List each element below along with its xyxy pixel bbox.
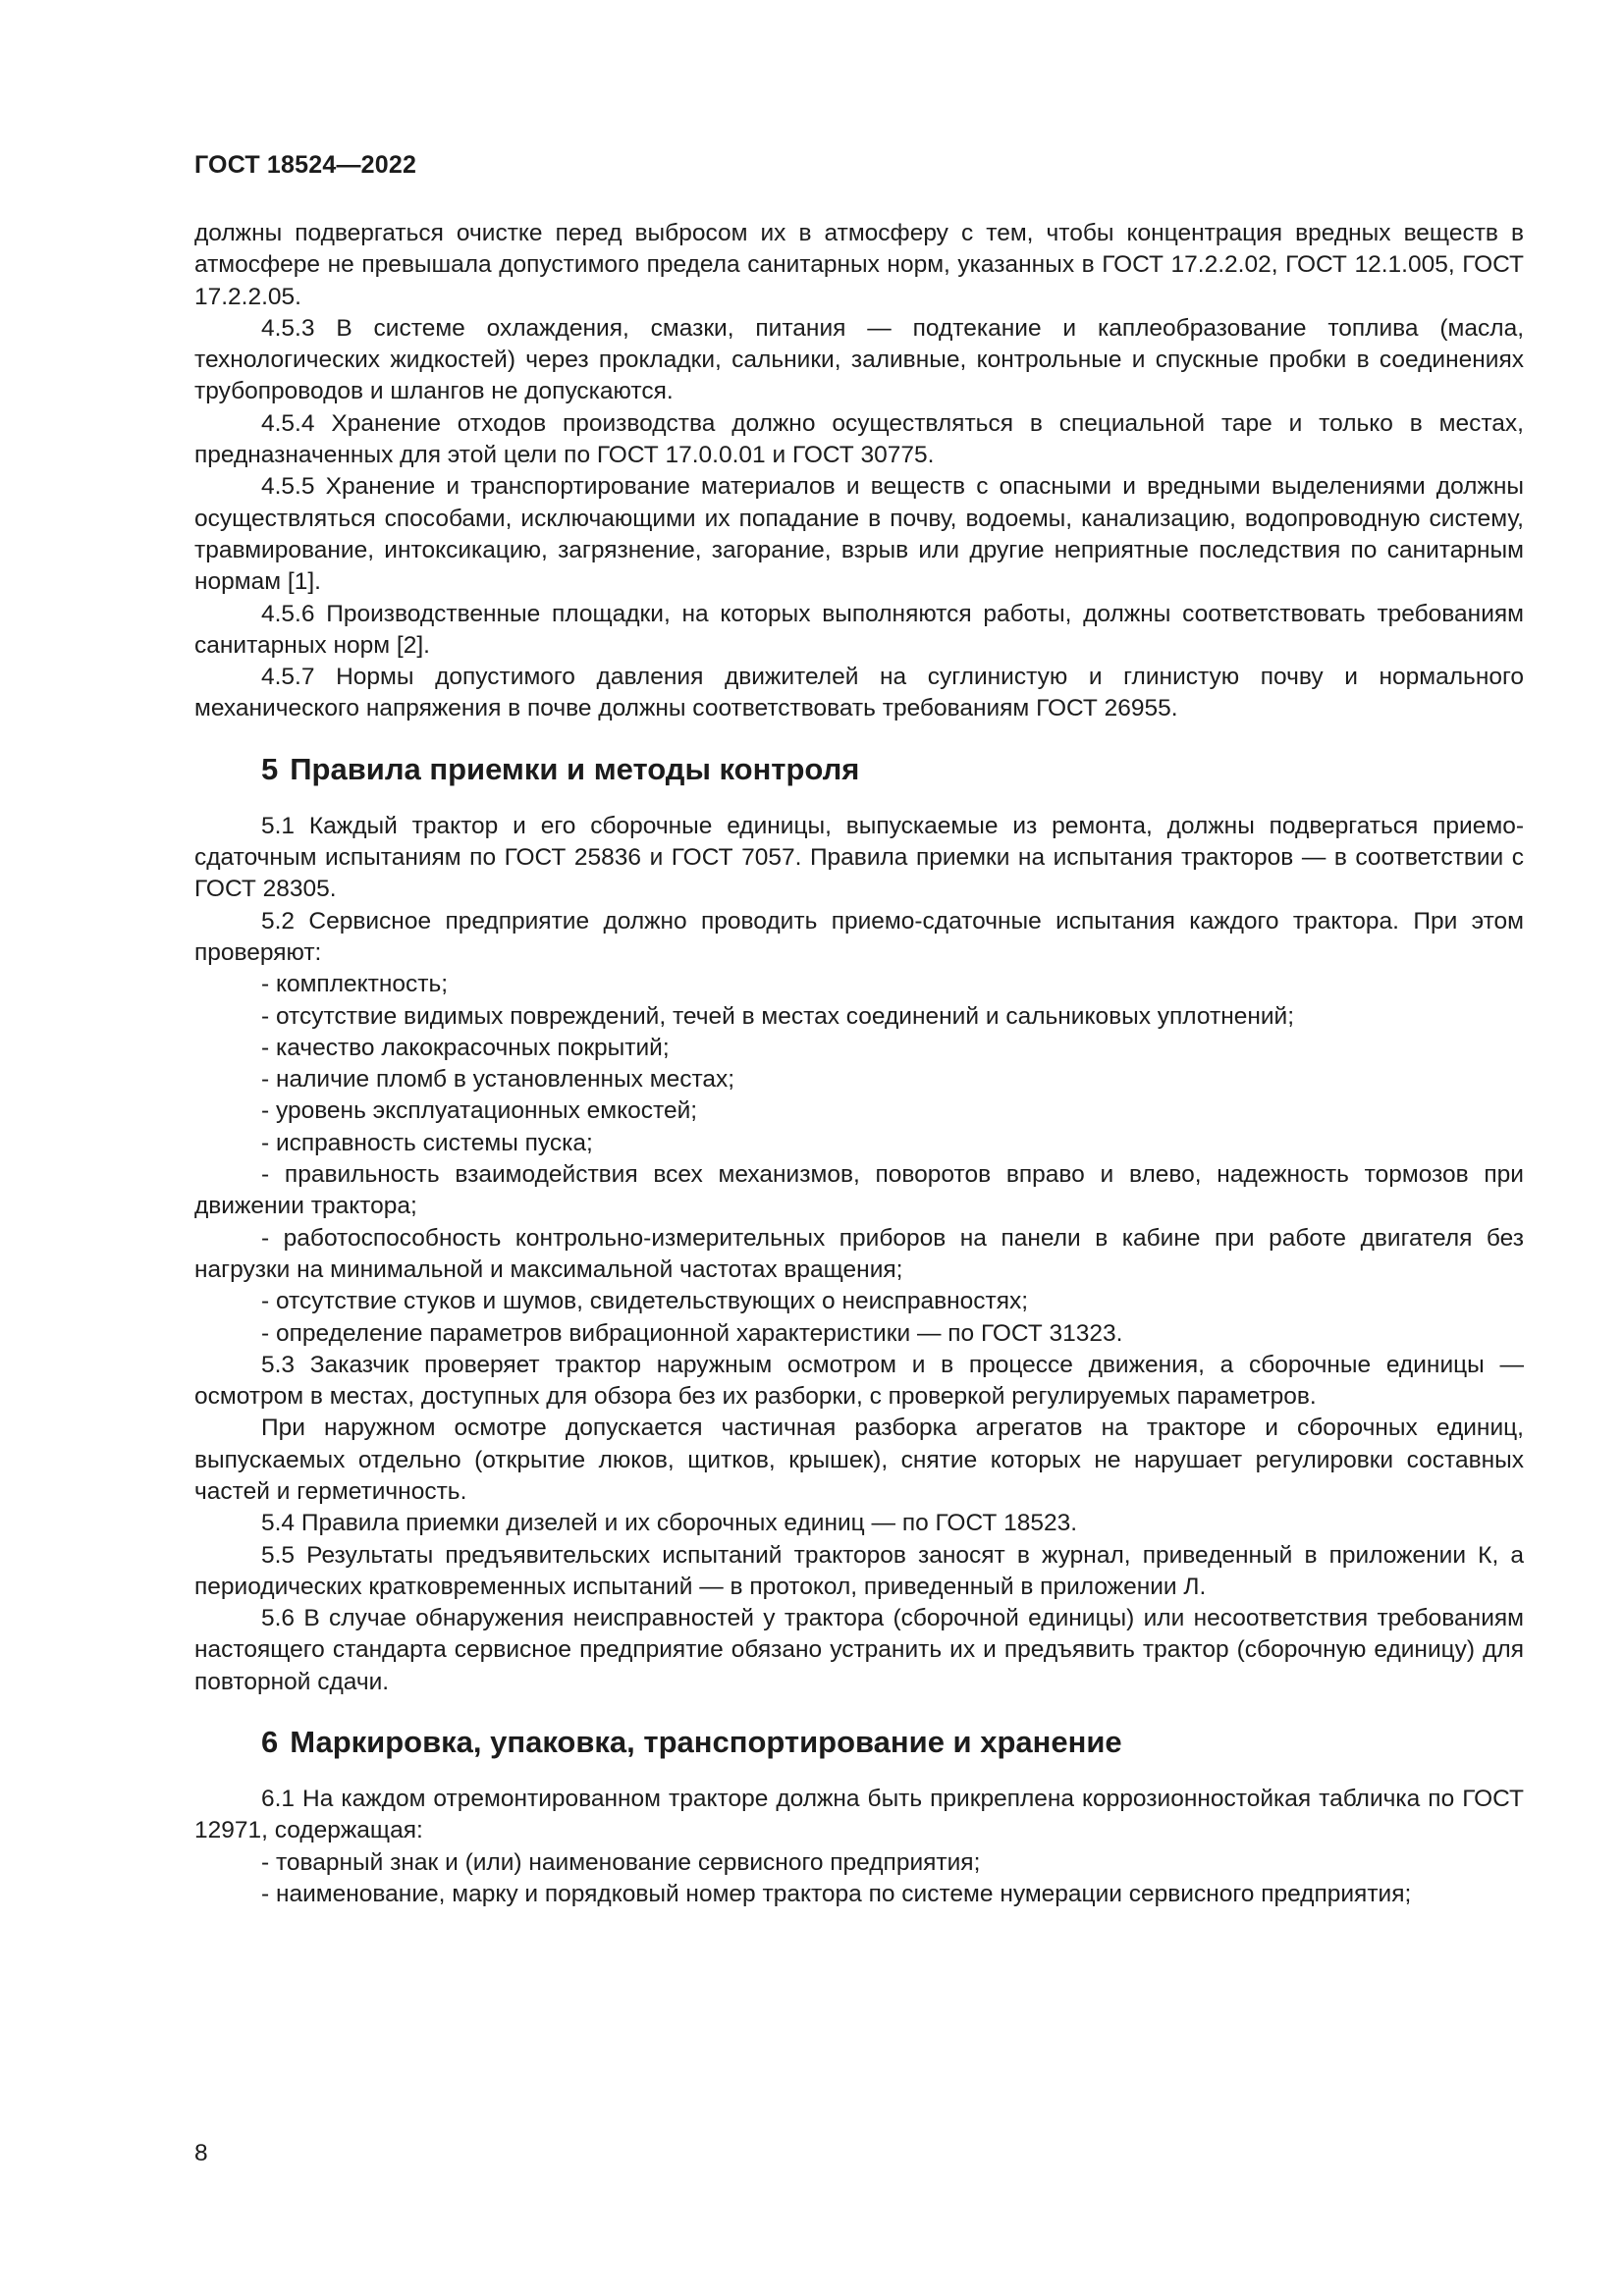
list-item: - исправность системы пуска; — [261, 1129, 593, 1156]
list-item: - отсутствие видимых повреждений, течей в местах соединений и сальниковых уплотнений; — [261, 1002, 1295, 1030]
section-5-title: Правила приемки и методы контроля — [290, 751, 860, 786]
paragraph-6-1: 6.1 На каждом отремонтированном тракторе должна быть прикреплена коррозионностойкая табличка по ГОСТ 12971, содержащая: — [194, 1786, 1524, 1844]
document-header: ГОСТ 18524—2022 — [194, 151, 417, 179]
paragraph-4-5-6: 4.5.6 Производственные площадки, на которых выполняются работы, должны соответствовать требованиям санитарных норм [2]. — [194, 600, 1524, 659]
page-number: 8 — [194, 2140, 208, 2166]
list-item: - наличие пломб в установленных местах; — [261, 1066, 735, 1094]
paragraph-5-6: 5.6 В случае обнаружения неисправностей у трактора (сборочной единицы) или несоответствия требованиям настоящего стандарта сервисное предприятие обязано устранить их и предъявить трактор (сборочную единицу) для повторной сдачи. — [194, 1605, 1524, 1695]
list-item: - качество лакокрасочных покрытий; — [261, 1034, 670, 1061]
section-6-heading — [194, 1724, 1524, 1761]
list-item: - уровень эксплуатационных емкостей; — [261, 1097, 698, 1125]
list-item: - отсутствие стуков и шумов, свидетельствующих о неисправностях; — [261, 1288, 1029, 1315]
section-5-number: 5 — [261, 751, 279, 786]
paragraph-5-3-note: При наружном осмотре допускается частичная разборка агрегатов на тракторе и сборочных единиц, выпускаемых отдельно (открытие люков, щитков, крышек), снятие которых не нарушает регулировки составных частей и герметичность. — [194, 1415, 1524, 1505]
paragraph-5-1: 5.1 Каждый трактор и его сборочные единицы, выпускаемые из ремонта, должны подвергаться приемо-сдаточным испытаниям по ГОСТ 25836 и ГОСТ 7057. Правила приемки на испытания тракторов — в соответствии с ГОСТ 28305. — [194, 812, 1524, 903]
paragraph-4-5-4: 4.5.4 Хранение отходов производства должно осуществляться в специальной таре и только в местах, предназначенных для этой цели по ГОСТ 17.0.0.01 и ГОСТ 30775. — [194, 409, 1524, 469]
paragraph-5-2: 5.2 Сервисное предприятие должно проводить приемо-сдаточные испытания каждого трактора. При этом проверяют: — [194, 907, 1524, 966]
section-6-number: 6 — [261, 1725, 279, 1760]
list-item: - определение параметров вибрационной характеристики — по ГОСТ 31323. — [261, 1319, 1123, 1347]
section-5-heading — [194, 751, 1524, 788]
paragraph-4-5-7: 4.5.7 Нормы допустимого давления движителей на суглинистую и глинистую почву и нормального механического напряжения в почве должны соответствовать требованиям ГОСТ 26955. — [194, 664, 1524, 722]
paragraph-5-4: 5.4 Правила приемки дизелей и их сборочных единиц — по ГОСТ 18523. — [261, 1510, 1078, 1537]
list-item: - наименование, марку и порядковый номер трактора по системе нумерации сервисного предприятия; — [261, 1880, 1412, 1907]
list-item: - товарный знак и (или) наименование сервисного предприятия; — [261, 1848, 981, 1876]
list-item: - работоспособность контрольно-измерительных приборов на панели в кабине при работе двигателя без нагрузки на минимальной и максимальной частотах вращения; — [194, 1224, 1524, 1283]
paragraph-5-3: 5.3 Заказчик проверяет трактор наружным осмотром и в процессе движения, а сборочные единицы — осмотром в местах, доступных для обзора без их разборки, с проверкой регулируемых параметров. — [194, 1351, 1524, 1411]
paragraph-5-5: 5.5 Результаты предъявительских испытаний тракторов заносят в журнал, приведенный в приложении К, а периодических кратковременных испытаний — в протокол, приведенный в приложении Л. — [194, 1541, 1524, 1600]
list-item: - правильность взаимодействия всех механизмов, поворотов вправо и влево, надежность тормозов при движении трактора; — [194, 1161, 1524, 1220]
section-6-title: Маркировка, упаковка, транспортирование и хранение — [290, 1725, 1122, 1760]
list-item: - комплектность; — [261, 971, 449, 998]
paragraph-4-5-5: 4.5.5 Хранение и транспортирование материалов и веществ с опасными и вредными выделениями должны осуществляться способами, исключающими их попадание в почву, водоемы, канализацию, водопроводную систему, травмирование, интоксикацию, загрязнение, загорание, взрыв или другие неприятные последствия по санитарным нормам [1]. — [194, 473, 1524, 596]
paragraph-4-5-3: 4.5.3 В системе охлаждения, смазки, питания — подтекание и каплеобразование топлива (масла, технологических жидкостей) через прокладки, сальники, заливные, контрольные и спускные пробки в соединениях трубопроводов и шлангов не допускаются. — [194, 314, 1524, 405]
paragraph-continuation: должны подвергаться очистке перед выбросом их в атмосферу с тем, чтобы концентрация вредных веществ в атмосфере не превышала допустимого предела санитарных норм, указанных в ГОСТ 17.2.2.02, ГОСТ 12.1.005, ГОСТ 17.2.2.05. — [194, 220, 1524, 310]
